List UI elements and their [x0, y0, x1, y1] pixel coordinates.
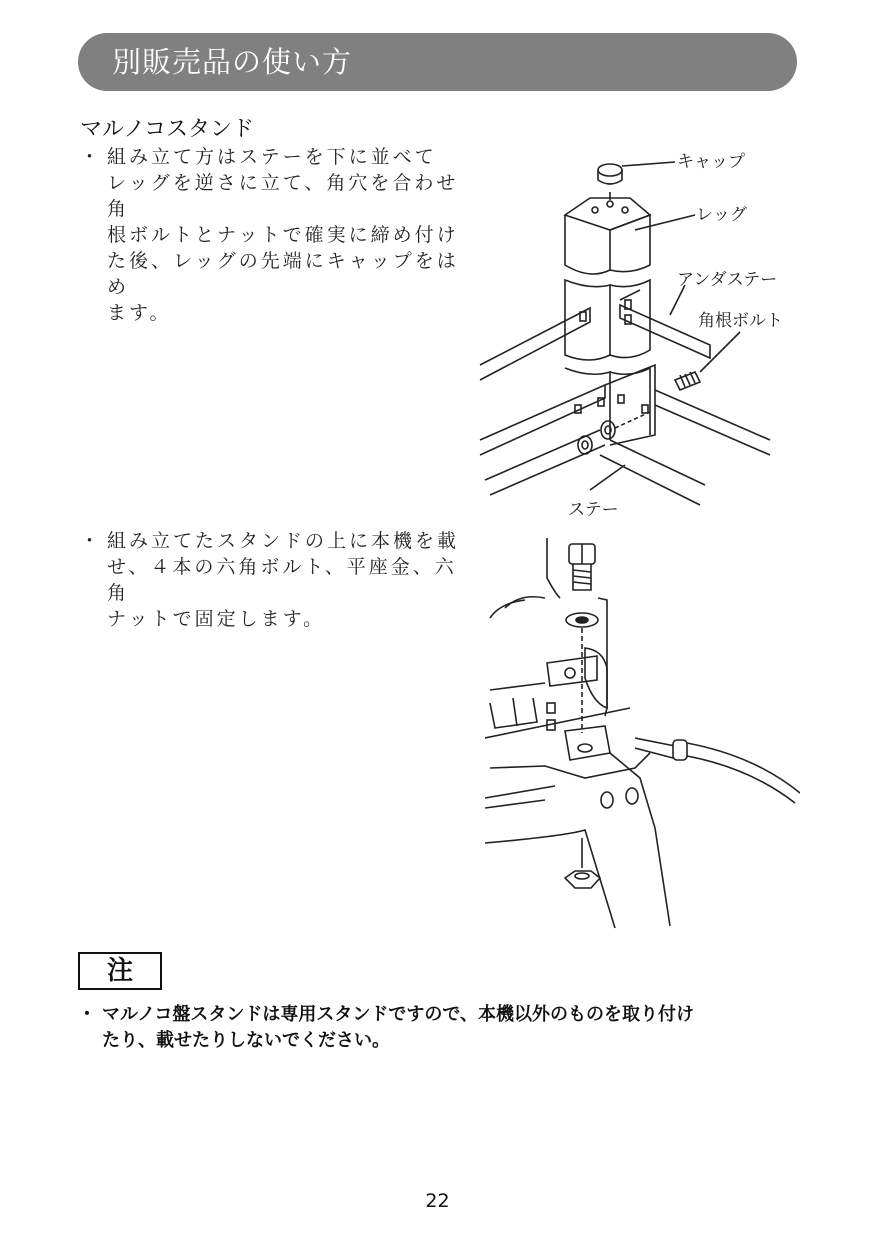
saw-base-illustration — [485, 538, 670, 928]
under-stay-label: アンダステー — [677, 270, 778, 290]
bullet-line: ます。 — [107, 302, 172, 324]
bullet-mark: ・ — [80, 530, 100, 552]
stay-illustration — [480, 365, 770, 505]
stand-assembly-figure — [470, 140, 800, 525]
square-bolt-illustration — [675, 332, 740, 390]
bullet-line: レッグを逆さに立て、角穴を合わせ角 — [107, 172, 459, 220]
section-title: マルノコスタンド — [80, 117, 255, 142]
note-line: マルノコ盤スタンドは専用スタンドですので、本機以外のものを取り付け — [102, 1004, 695, 1025]
note-line: たり、載せたりしないでください。 — [102, 1030, 390, 1051]
bullet-line: た後、レッグの先端にキャップをはめ — [107, 250, 459, 298]
cap-illustration — [598, 162, 675, 184]
page-title: 別販売品の使い方 — [112, 45, 353, 79]
bullet-line: 根ボルトとナットで確実に締め付け — [107, 224, 459, 246]
bullet-line: せ、４本の六角ボルト、平座金、六角 — [107, 556, 457, 604]
bolt-label: 角根ボルト — [698, 311, 783, 331]
leg-label: レッグ — [696, 205, 747, 225]
bullet-line: 組み立て方はステーを下に並べて — [107, 146, 437, 168]
page-title-banner — [78, 33, 797, 91]
bullet-line: ナットで固定します。 — [107, 608, 326, 630]
flat-washer-illustration — [566, 613, 598, 627]
bullet-text — [107, 144, 465, 326]
page-number: 22 — [425, 1190, 450, 1212]
hex-bolt-illustration — [569, 544, 595, 590]
cap-label: キャップ — [677, 152, 745, 172]
mounting-figure — [485, 538, 800, 933]
instruction-bullet-2 — [80, 528, 465, 632]
note-heading: 注 — [106, 956, 133, 986]
power-cord-illustration — [635, 738, 800, 803]
note-body — [102, 1002, 798, 1054]
bullet-text — [107, 528, 465, 632]
bullet-mark: ・ — [80, 146, 100, 168]
leg-illustration — [565, 192, 695, 440]
note-bullet-mark: ・ — [78, 1004, 96, 1025]
stay-label: ステー — [568, 500, 619, 520]
instruction-bullet-1 — [80, 144, 465, 326]
note-heading-box — [78, 952, 162, 990]
bullet-line: 組み立てたスタンドの上に本機を載 — [107, 530, 460, 552]
under-stay-illustration — [480, 285, 710, 380]
note-text — [78, 1002, 798, 1054]
